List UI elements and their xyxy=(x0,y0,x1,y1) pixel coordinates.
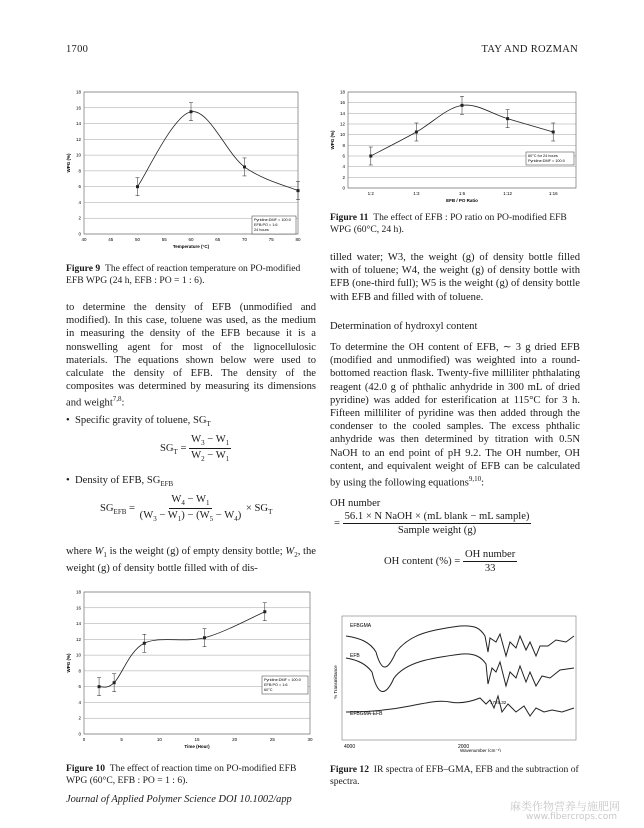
y-tick-label: 8 xyxy=(342,142,345,148)
legend-entry: 60°C for 24 hours xyxy=(528,154,558,158)
x-tick-label: 5 xyxy=(120,737,123,742)
data-point xyxy=(190,110,193,113)
x-tick-label: 1:2 xyxy=(367,191,374,196)
x-tick-label: 50 xyxy=(134,237,141,242)
legend-entry: EFB:PO = 1:6 xyxy=(264,683,288,687)
equation-sgefb: $SG_{EFB}$ = $\frac{W_4 - W_1}{(W_3 - W_1) - (W_5 - W_4)}$ × $SG_T$ xyxy=(100,494,273,524)
data-point xyxy=(263,610,266,613)
x-tick-label: 70 xyxy=(241,237,248,242)
data-point xyxy=(369,155,372,158)
data-point xyxy=(136,185,139,188)
x-tick-label: 0 xyxy=(82,737,86,742)
x-tick-label: 25 xyxy=(269,737,275,742)
y-tick-label: 6 xyxy=(78,684,81,690)
page-number: 1700 xyxy=(66,44,89,55)
figure-9-caption: Figure 9 The effect of reaction temperature on PO-modified EFB WPG (24 h, EFB : PO = 1 : 6). xyxy=(66,263,301,286)
data-point xyxy=(98,685,101,688)
left-para-2: where $W_1$ is the weight (g) of empty density bottle; $W_2$, the weight (g) of density bottle filled with of dis- xyxy=(66,546,316,575)
x-tick-label: 1:3 xyxy=(413,191,420,196)
ir-ylabel: % Transmittance xyxy=(333,665,338,699)
data-point xyxy=(461,104,464,107)
y-tick-label: 12 xyxy=(75,636,81,642)
ir-label-efbgma: EFBGMA xyxy=(350,623,372,629)
plot-area xyxy=(84,592,310,734)
legend-entry: Pyridine:DMF = 100:0 xyxy=(264,678,301,682)
x-tick-label: 55 xyxy=(161,237,167,242)
y-tick-label: 16 xyxy=(339,100,345,106)
y-tick-label: 10 xyxy=(75,152,81,158)
y-tick-label: 4 xyxy=(78,199,81,205)
y-tick-label: 14 xyxy=(339,110,345,116)
y-tick-label: 6 xyxy=(78,184,81,190)
data-point xyxy=(415,131,418,134)
x-tick-label: 40 xyxy=(81,237,87,242)
watermark-url: www.fibercrops.com xyxy=(526,812,617,822)
equation-oh-content: OH content (%) = $\frac{\text{OH number}}{33}$ xyxy=(384,549,516,574)
ir-label-efb: EFB xyxy=(350,653,360,659)
y-tick-label: 0 xyxy=(78,231,81,237)
watermark-text: 麻类作物营养与施肥网 xyxy=(510,800,620,813)
data-point xyxy=(113,681,116,684)
data-point xyxy=(552,131,555,134)
right-para-2: To determine the OH content of EFB, ∼ 3 g dried EFB (modified and unmodified) was weighted into a round-bottomed reaction flask. Twenty-five milliliter phthalating reagent (42.0 g of phthalic anhydride in 300 mL of dried pyridine) was added for esterification at 115°C for 3 h. Fifteen milliliter of pyridine was then added through the condenser to the cooled samples. The excess phthalic anhydride was then determined by titration with 0.5N NaOH to an end point of pH 9.2. The OH number, OH content, and equivalent weight of EFB can be calculated by using the following equations$^{9,10}$: xyxy=(330,342,580,489)
x-tick-label: 20 xyxy=(232,737,238,742)
y-tick-label: 14 xyxy=(75,621,81,627)
figure-10-caption: Figure 10 The effect of reaction time on PO-modified EFB WPG (60°C, EFB : PO = 1 : 6). xyxy=(66,763,297,786)
data-point xyxy=(297,189,300,192)
x-tick-label: 1:16 xyxy=(548,191,558,196)
y-axis-label: WPG (%) xyxy=(66,653,71,673)
legend-entry: Pyridine:DMF = 100:0 xyxy=(254,218,291,222)
section-title: Determination of hydroxyl content xyxy=(330,321,478,332)
y-tick-label: 6 xyxy=(342,153,345,159)
data-point xyxy=(506,117,509,120)
left-para-1: to determine the density of EFB (unmodified and modified). In this case, toluene was used, as the medium in measuring the density of the EFB because it is a nonswelling agent for most of the lignocellulosic materials. The equations shown below were used to calculate the density of EFB. The density of the composites was determined by measuring its dimensions and weight$^{7,8}$: xyxy=(66,302,316,409)
y-tick-label: 8 xyxy=(78,168,81,174)
x-tick-label: 1:6 xyxy=(458,191,466,196)
equation-oh-number: = $\frac{\text{56.1 × N NaOH × (mL blank − mL sample)}}{\text{Sample weight (g)}}$ xyxy=(334,511,530,536)
figure-10-chart xyxy=(66,588,316,753)
x-tick-label: 15 xyxy=(194,737,200,742)
bullet-specific-gravity: • Specific gravity of toluene, $SG_T$ xyxy=(66,415,211,429)
data-point xyxy=(203,636,206,639)
legend-entry: EFB:PO = 1:6 xyxy=(254,223,278,227)
journal-footer: Journal of Applied Polymer Science DOI 10.1002/app xyxy=(66,794,292,805)
legend-entry: Pyridine:DMF = 100:0 xyxy=(528,159,565,163)
y-tick-label: 12 xyxy=(75,136,81,142)
y-tick-label: 0 xyxy=(342,185,345,191)
figure-11-chart xyxy=(330,88,580,206)
y-tick-label: 10 xyxy=(75,652,81,658)
legend-entry: 60°C xyxy=(264,688,273,692)
y-tick-label: 16 xyxy=(75,105,81,111)
x-tick-label: 1:12 xyxy=(503,191,512,196)
y-tick-label: 18 xyxy=(339,89,345,95)
y-tick-label: 16 xyxy=(75,605,81,611)
ir-spectrum-efbgma xyxy=(346,626,574,667)
ir-spectrum-efb xyxy=(346,654,574,692)
data-point xyxy=(143,642,146,645)
y-tick-label: 2 xyxy=(78,715,81,721)
y-tick-label: 0 xyxy=(78,731,81,737)
oh-number-label: OH number xyxy=(330,498,381,509)
x-tick-label: 60 xyxy=(188,237,194,242)
legend-entry: 24 hours xyxy=(254,228,269,232)
y-tick-label: 18 xyxy=(75,589,81,595)
x-tick-label: 75 xyxy=(268,237,274,242)
ir-label-peak: 1729.32 xyxy=(490,700,507,705)
x-axis-label: EFB / PO Ratio xyxy=(446,198,478,203)
y-axis-label: WPG (%) xyxy=(330,130,335,150)
x-tick-label: 65 xyxy=(215,237,221,242)
figure-12-caption: Figure 12 IR spectra of EFB–GMA, EFB and the subtraction of spectra. xyxy=(330,764,579,787)
y-tick-label: 2 xyxy=(342,174,345,180)
y-tick-label: 2 xyxy=(78,215,81,221)
y-tick-label: 12 xyxy=(339,121,345,127)
data-point xyxy=(243,165,246,168)
ir-xtick-2000: 2000 xyxy=(458,744,470,750)
figure-11-caption: Figure 11 The effect of EFB : PO ratio on PO-modified EFB WPG (60°C, 24 h). xyxy=(330,212,567,235)
y-tick-label: 8 xyxy=(78,668,81,674)
y-tick-label: 18 xyxy=(75,89,81,95)
y-axis-label: WPG (%) xyxy=(66,153,71,173)
figure-12-ir-spectra xyxy=(330,612,580,752)
y-tick-label: 10 xyxy=(339,132,345,138)
x-axis-label: Time (Hour) xyxy=(184,744,210,749)
ir-xlabel: Wavenumber (cm⁻¹) xyxy=(460,748,501,752)
figure-9-chart xyxy=(66,88,316,253)
equation-sgt: $SG_T$ = $\frac{W_3 - W_1}{W_2 - W_1}$ xyxy=(160,434,230,464)
y-tick-label: 14 xyxy=(75,121,81,127)
y-tick-label: 4 xyxy=(342,164,345,170)
right-para-1: tilled water; W3, the weight (g) of density bottle filled with of toluene; W4, the weight (g) of density bottle with EFB (one-third full); W5 is the weight (g) of density bottle with EFB and filled with of toluene. xyxy=(330,252,580,303)
bullet-density-efb: • Density of EFB, $SG_{EFB}$ xyxy=(66,475,174,489)
x-tick-label: 30 xyxy=(307,737,313,742)
y-tick-label: 4 xyxy=(78,699,81,705)
x-tick-label: 10 xyxy=(156,737,162,742)
x-tick-label: 45 xyxy=(108,237,114,242)
running-title: TAY AND ROZMAN xyxy=(481,44,578,55)
ir-label-subtraction: EFBGMA-EFB xyxy=(350,711,383,717)
x-axis-label: Temperature (°C) xyxy=(172,244,210,249)
x-tick-label: 80 xyxy=(295,237,301,242)
ir-xtick-4000: 4000 xyxy=(344,744,356,750)
